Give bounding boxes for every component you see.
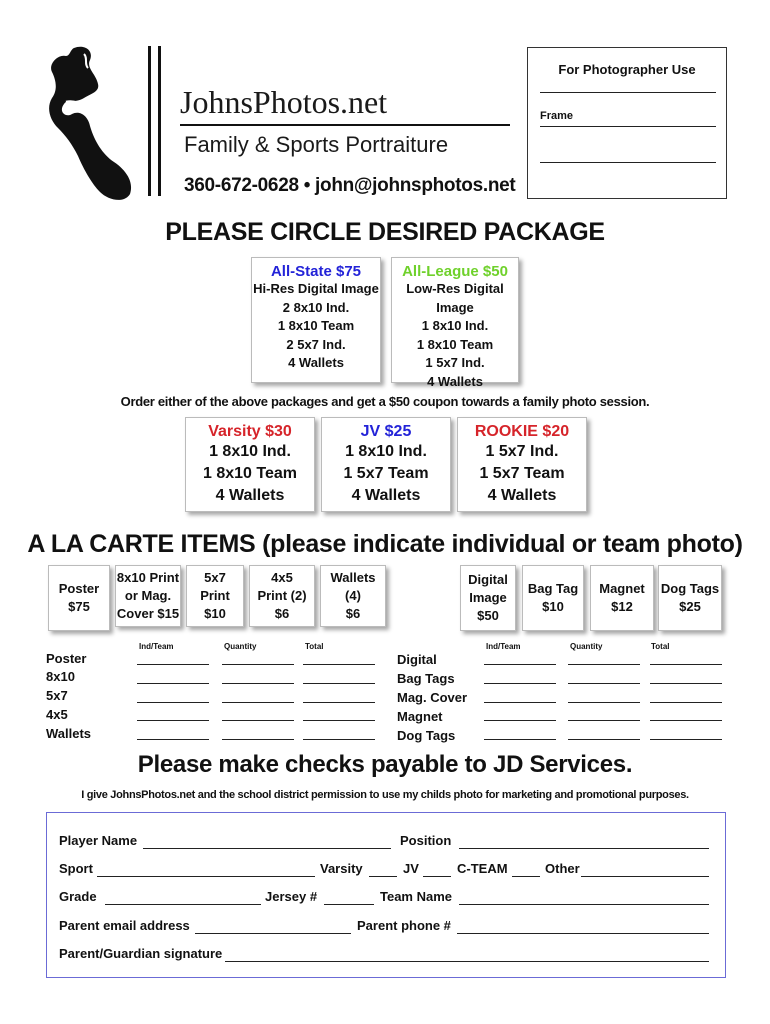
package-name: JV $25 bbox=[360, 423, 412, 440]
grade-label: Grade bbox=[59, 889, 97, 904]
frame-label: Frame bbox=[540, 110, 574, 122]
item-line: (4) bbox=[345, 588, 361, 603]
ind-team-field[interactable] bbox=[484, 720, 556, 721]
package-line: 2 5x7 Ind. bbox=[286, 336, 346, 352]
item-line: Poster bbox=[58, 581, 100, 596]
column-header-total: Total bbox=[651, 642, 670, 651]
item-line: 4x5 bbox=[271, 570, 293, 585]
item-poster[interactable] bbox=[48, 565, 110, 631]
item-line: Digital bbox=[468, 572, 508, 587]
position-label: Position bbox=[400, 833, 452, 848]
order-row-label: Magnet bbox=[397, 709, 443, 724]
item-line: 5x7 bbox=[204, 570, 226, 585]
package-line: 4 Wallets bbox=[351, 487, 421, 504]
cteam-field[interactable] bbox=[512, 876, 540, 877]
quantity-field[interactable] bbox=[222, 683, 294, 684]
package-line: 1 5x7 Team bbox=[343, 465, 429, 482]
package-line: 4 Wallets bbox=[288, 355, 344, 370]
column-header-total: Total bbox=[305, 642, 324, 651]
varsity-label: Varsity bbox=[320, 861, 363, 876]
position-field[interactable] bbox=[459, 848, 709, 849]
coupon-offer-text: Order either of the above packages and get a $50 coupon towards a family photo session. bbox=[120, 394, 650, 409]
package-line: 1 8x10 Ind. bbox=[209, 443, 291, 460]
logo-divider bbox=[148, 46, 151, 196]
permission-text: I give JohnsPhotos.net and the school district permission to use my childs photo for marketing and promotional purposes. bbox=[81, 789, 689, 801]
cteam-label: C-TEAM bbox=[457, 861, 508, 876]
ind-team-field[interactable] bbox=[484, 739, 556, 740]
sport-field[interactable] bbox=[97, 876, 315, 877]
logo-map-icon bbox=[44, 44, 136, 204]
item-5x7-print[interactable] bbox=[186, 565, 244, 627]
ind-team-field[interactable] bbox=[137, 664, 209, 665]
item-line: Wallets bbox=[330, 570, 376, 585]
varsity-field[interactable] bbox=[369, 876, 397, 877]
jv-field[interactable] bbox=[423, 876, 451, 877]
total-field[interactable] bbox=[650, 683, 722, 684]
order-row-label: 5x7 bbox=[46, 688, 68, 703]
photographer-use-line[interactable] bbox=[540, 92, 716, 93]
order-row-label: Dog Tags bbox=[397, 728, 456, 743]
quantity-field[interactable] bbox=[222, 720, 294, 721]
package-line: 1 8x10 Ind. bbox=[345, 443, 427, 460]
quantity-field[interactable] bbox=[222, 664, 294, 665]
item-line: $6 bbox=[274, 606, 290, 621]
package-line: 1 8x10 Team bbox=[416, 336, 494, 352]
package-line: 1 5x7 Ind. bbox=[425, 355, 485, 370]
item-line: $10 bbox=[204, 606, 226, 621]
quantity-field[interactable] bbox=[222, 739, 294, 740]
other-label: Other bbox=[545, 861, 580, 876]
total-field[interactable] bbox=[650, 664, 722, 665]
quantity-field[interactable] bbox=[222, 702, 294, 703]
package-line: 1 8x10 Team bbox=[277, 318, 355, 333]
item-line: $50 bbox=[477, 608, 499, 623]
package-line: 4 Wallets bbox=[487, 487, 557, 504]
quantity-field[interactable] bbox=[568, 720, 640, 721]
logo-divider bbox=[158, 46, 161, 196]
brand-contact: 360-672-0628 • john@johnsphotos.net bbox=[184, 175, 516, 196]
item-line: or Mag. bbox=[124, 588, 172, 603]
brand-rule bbox=[180, 124, 510, 126]
column-header-ind-team: Ind/Team bbox=[486, 642, 521, 651]
signature-label: Parent/Guardian signature bbox=[59, 946, 223, 961]
photographer-use-line[interactable] bbox=[540, 162, 716, 163]
signature-field[interactable] bbox=[225, 961, 709, 962]
package-line: Low-Res Digital Image bbox=[406, 281, 504, 315]
grade-field[interactable] bbox=[105, 904, 261, 905]
package-name: All-League $50 bbox=[402, 263, 508, 280]
package-jv[interactable] bbox=[321, 417, 451, 512]
package-line: 1 8x10 Ind. bbox=[421, 318, 489, 333]
team-name-label: Team Name bbox=[380, 889, 453, 904]
item-line: Bag Tag bbox=[527, 581, 579, 596]
item-line: Cover $15 bbox=[116, 606, 180, 621]
item-line: $6 bbox=[345, 606, 361, 621]
package-name: Varsity $30 bbox=[208, 423, 292, 440]
package-line: 1 5x7 Ind. bbox=[485, 443, 559, 460]
item-4x5-print[interactable] bbox=[249, 565, 315, 627]
package-line: 1 8x10 Team bbox=[203, 465, 297, 482]
item-line: Print (2) bbox=[257, 588, 307, 603]
parent-phone-label: Parent phone # bbox=[357, 918, 451, 933]
player-name-field[interactable] bbox=[143, 848, 391, 849]
item-bag-tag[interactable] bbox=[522, 565, 584, 631]
item-line: $12 bbox=[611, 599, 633, 614]
player-name-label: Player Name bbox=[59, 833, 138, 848]
column-header-quantity: Quantity bbox=[224, 642, 257, 651]
total-field[interactable] bbox=[650, 720, 722, 721]
item-magnet[interactable] bbox=[590, 565, 654, 631]
quantity-field[interactable] bbox=[568, 683, 640, 684]
brand-name: JohnsPhotos.net bbox=[180, 84, 388, 120]
item-line: $25 bbox=[679, 599, 701, 614]
jv-label: JV bbox=[403, 861, 419, 876]
photographer-use-box bbox=[527, 47, 727, 199]
packages-title: PLEASE CIRCLE DESIRED PACKAGE bbox=[165, 218, 605, 246]
package-all-league[interactable] bbox=[391, 257, 519, 389]
parent-email-field[interactable] bbox=[195, 933, 351, 934]
total-field[interactable] bbox=[303, 720, 375, 721]
order-row-label: Wallets bbox=[46, 726, 92, 741]
package-name: ROOKIE $20 bbox=[474, 423, 570, 440]
item-line: $10 bbox=[542, 599, 564, 614]
item-line: Print bbox=[200, 588, 230, 603]
total-field[interactable] bbox=[650, 702, 722, 703]
item-line: Dog Tags bbox=[660, 581, 720, 596]
package-all-state[interactable] bbox=[251, 257, 381, 383]
total-field[interactable] bbox=[303, 664, 375, 665]
package-line: 2 8x10 Ind. bbox=[282, 299, 350, 315]
other-field[interactable] bbox=[581, 876, 709, 877]
quantity-field[interactable] bbox=[568, 702, 640, 703]
package-rookie[interactable] bbox=[457, 417, 587, 512]
frame-line[interactable] bbox=[540, 126, 716, 127]
item-line: Magnet bbox=[599, 581, 645, 596]
ind-team-field[interactable] bbox=[137, 739, 209, 740]
total-field[interactable] bbox=[303, 683, 375, 684]
package-line: Hi-Res Digital Image bbox=[253, 281, 379, 296]
item-dog-tags[interactable] bbox=[658, 565, 722, 631]
total-field[interactable] bbox=[303, 739, 375, 740]
ind-team-field[interactable] bbox=[137, 702, 209, 703]
order-row-label: Poster bbox=[46, 651, 87, 666]
item-8x10-print[interactable] bbox=[115, 565, 181, 627]
ind-team-field[interactable] bbox=[484, 683, 556, 684]
package-varsity[interactable] bbox=[185, 417, 315, 512]
team-name-field[interactable] bbox=[459, 904, 709, 905]
item-line: 8x10 Print bbox=[116, 570, 180, 585]
ind-team-field[interactable] bbox=[484, 664, 556, 665]
ind-team-field[interactable] bbox=[137, 683, 209, 684]
package-line: 1 5x7 Team bbox=[479, 465, 565, 482]
photographer-use-title: For Photographer Use bbox=[558, 62, 696, 77]
jersey-label: Jersey # bbox=[265, 889, 318, 904]
column-header-ind-team: Ind/Team bbox=[139, 642, 174, 651]
item-wallets[interactable] bbox=[320, 565, 386, 627]
package-name: All-State $75 bbox=[270, 263, 362, 280]
quantity-field[interactable] bbox=[568, 664, 640, 665]
package-line: 4 Wallets bbox=[427, 373, 483, 389]
ind-team-field[interactable] bbox=[137, 720, 209, 721]
item-line: $75 bbox=[68, 599, 90, 614]
order-row-label: Digital bbox=[397, 652, 437, 667]
quantity-field[interactable] bbox=[568, 739, 640, 740]
checks-payable-text: Please make checks payable to JD Services. bbox=[137, 751, 633, 778]
order-row-label: 4x5 bbox=[46, 707, 68, 722]
sport-label: Sport bbox=[59, 861, 93, 876]
package-line: 4 Wallets bbox=[215, 487, 285, 504]
brand-tagline: Family & Sports Portraiture bbox=[184, 132, 449, 157]
player-info-form bbox=[46, 812, 726, 978]
item-digital-image[interactable] bbox=[460, 565, 516, 631]
parent-phone-field[interactable] bbox=[457, 933, 709, 934]
item-line: Image bbox=[469, 590, 507, 605]
parent-email-label: Parent email address bbox=[59, 918, 190, 933]
total-field[interactable] bbox=[650, 739, 722, 740]
order-row-label: Mag. Cover bbox=[397, 690, 468, 705]
alacarte-title: A LA CARTE ITEMS (please indicate individual or team photo) bbox=[27, 530, 743, 558]
order-row-label: Bag Tags bbox=[397, 671, 455, 686]
column-header-quantity: Quantity bbox=[570, 642, 603, 651]
order-row-label: 8x10 bbox=[46, 669, 75, 684]
ind-team-field[interactable] bbox=[484, 702, 556, 703]
total-field[interactable] bbox=[303, 702, 375, 703]
jersey-field[interactable] bbox=[324, 904, 374, 905]
